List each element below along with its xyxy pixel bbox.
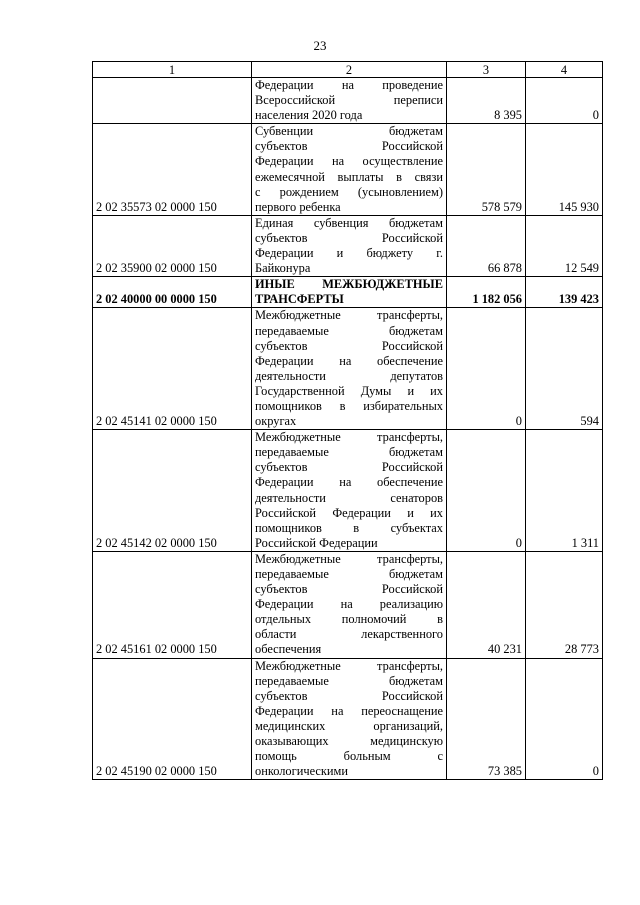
item-name-line: деятельности депутатов — [255, 368, 443, 383]
value-col-4-cell: 594 — [526, 308, 603, 430]
item-name-line: населения 2020 года — [255, 108, 363, 123]
item-name-line: Федерации на реализацию — [255, 597, 443, 612]
item-name-line: субъектов Российской — [255, 338, 443, 353]
table-row — [93, 215, 603, 276]
item-name-line: Федерации на обеспечение — [255, 475, 443, 490]
value-col-3-cell: 0 — [447, 430, 526, 552]
item-name-line: ТРАНСФЕРТЫ — [255, 292, 344, 307]
item-name-line: Федерации на осуществление — [255, 154, 443, 169]
item-name-line: Федерации на проведение — [255, 78, 443, 92]
item-name-line: передаваемые бюджетам — [255, 673, 443, 688]
item-name-line: Всероссийской переписи — [255, 93, 443, 108]
item-name-line: субъектов Российской — [255, 230, 443, 245]
budget-code-cell: 2 02 35900 02 0000 150 — [93, 215, 252, 276]
budget-code-cell: 2 02 45161 02 0000 150 — [93, 551, 252, 658]
item-name-line: онкологическими — [255, 764, 349, 779]
item-name-line: с рождением (усыновлением) — [255, 184, 443, 199]
value-col-3-cell: 8 395 — [447, 78, 526, 124]
budget-code-cell: 2 02 45142 02 0000 150 — [93, 430, 252, 552]
budget-code-cell: 2 02 40000 00 0000 150 — [93, 277, 252, 308]
item-name-cell — [252, 551, 447, 658]
value-col-4-cell: 0 — [526, 658, 603, 780]
item-name-line: субъектов Российской — [255, 460, 443, 475]
item-name-line: Российской Федерации и их — [255, 505, 443, 520]
budget-table — [92, 61, 603, 780]
item-name-line: ежемесячной выплаты в связи — [255, 169, 443, 184]
value-col-4-cell: 12 549 — [526, 215, 603, 276]
item-name-line: Федерации на обеспечение — [255, 353, 443, 368]
item-name-line: обеспечения — [255, 642, 322, 657]
item-name-line: Субвенции бюджетам — [255, 124, 443, 139]
item-name-line: оказывающих медицинскую — [255, 734, 443, 749]
item-name-line: Единая субвенция бюджетам — [255, 215, 443, 230]
item-name-line: первого ребенка — [255, 199, 341, 214]
item-name-line: передаваемые бюджетам — [255, 323, 443, 338]
item-name-line: деятельности сенаторов — [255, 490, 443, 505]
item-name-line: субъектов Российской — [255, 582, 443, 597]
value-col-3-cell: 73 385 — [447, 658, 526, 780]
value-col-3-cell: 0 — [447, 308, 526, 430]
value-col-4-cell: 145 930 — [526, 124, 603, 216]
item-name-line: ИНЫЕ МЕЖБЮДЖЕТНЫЕ — [255, 277, 443, 292]
table-header-row — [93, 62, 603, 78]
table-row — [93, 78, 603, 124]
value-col-3-cell: 40 231 — [447, 551, 526, 658]
item-name-line: Федерации на переоснащение — [255, 703, 443, 718]
item-name-line: Межбюджетные трансферты, — [255, 658, 443, 673]
item-name-cell — [252, 277, 447, 308]
item-name-line: Байконура — [255, 261, 311, 276]
item-name-cell — [252, 124, 447, 216]
value-col-4-cell: 28 773 — [526, 551, 603, 658]
item-name-cell — [252, 215, 447, 276]
table-row — [93, 430, 603, 552]
header-col-1: 1 — [93, 62, 252, 78]
item-name-line: помощников в избирательных — [255, 398, 443, 413]
item-name-line: Межбюджетные трансферты, — [255, 308, 443, 323]
value-col-3-cell: 1 182 056 — [447, 277, 526, 308]
item-name-line: Межбюджетные трансферты, — [255, 430, 443, 445]
header-col-3: 3 — [447, 62, 526, 78]
table-row — [93, 308, 603, 430]
item-name-line: Государственной Думы и их — [255, 383, 443, 398]
header-col-2: 2 — [252, 62, 447, 78]
table-body — [93, 78, 603, 780]
value-col-3-cell: 578 579 — [447, 124, 526, 216]
value-col-4-cell: 1 311 — [526, 430, 603, 552]
item-name-line: Российской Федерации — [255, 535, 378, 550]
value-col-4-cell: 0 — [526, 78, 603, 124]
table-row — [93, 277, 603, 308]
value-col-4-cell: 139 423 — [526, 277, 603, 308]
item-name-line: округах — [255, 414, 297, 429]
item-name-line: помощь больным с — [255, 749, 443, 764]
item-name-cell — [252, 308, 447, 430]
table-row — [93, 551, 603, 658]
item-name-line: помощников в субъектах — [255, 520, 443, 535]
budget-code-cell: 2 02 45190 02 0000 150 — [93, 658, 252, 780]
page-number: 23 — [313, 38, 327, 53]
item-name-line: субъектов Российской — [255, 139, 443, 154]
item-name-cell — [252, 658, 447, 780]
item-name-cell — [252, 430, 447, 552]
table-row — [93, 658, 603, 780]
value-col-3-cell: 66 878 — [447, 215, 526, 276]
header-col-4: 4 — [526, 62, 603, 78]
item-name-line: отдельных полномочий в — [255, 612, 443, 627]
item-name-line: области лекарственного — [255, 627, 443, 642]
item-name-line: Межбюджетные трансферты, — [255, 551, 443, 566]
budget-code-cell: 2 02 45141 02 0000 150 — [93, 308, 252, 430]
item-name-line: передаваемые бюджетам — [255, 445, 443, 460]
budget-code-cell — [93, 78, 252, 124]
budget-code-cell: 2 02 35573 02 0000 150 — [93, 124, 252, 216]
item-name-line: передаваемые бюджетам — [255, 567, 443, 581]
item-name-line: медицинских организаций, — [255, 718, 443, 733]
item-name-line: субъектов Российской — [255, 688, 443, 703]
table-row — [93, 124, 603, 216]
item-name-line: Федерации и бюджету г. — [255, 246, 443, 261]
item-name-cell — [252, 78, 447, 124]
